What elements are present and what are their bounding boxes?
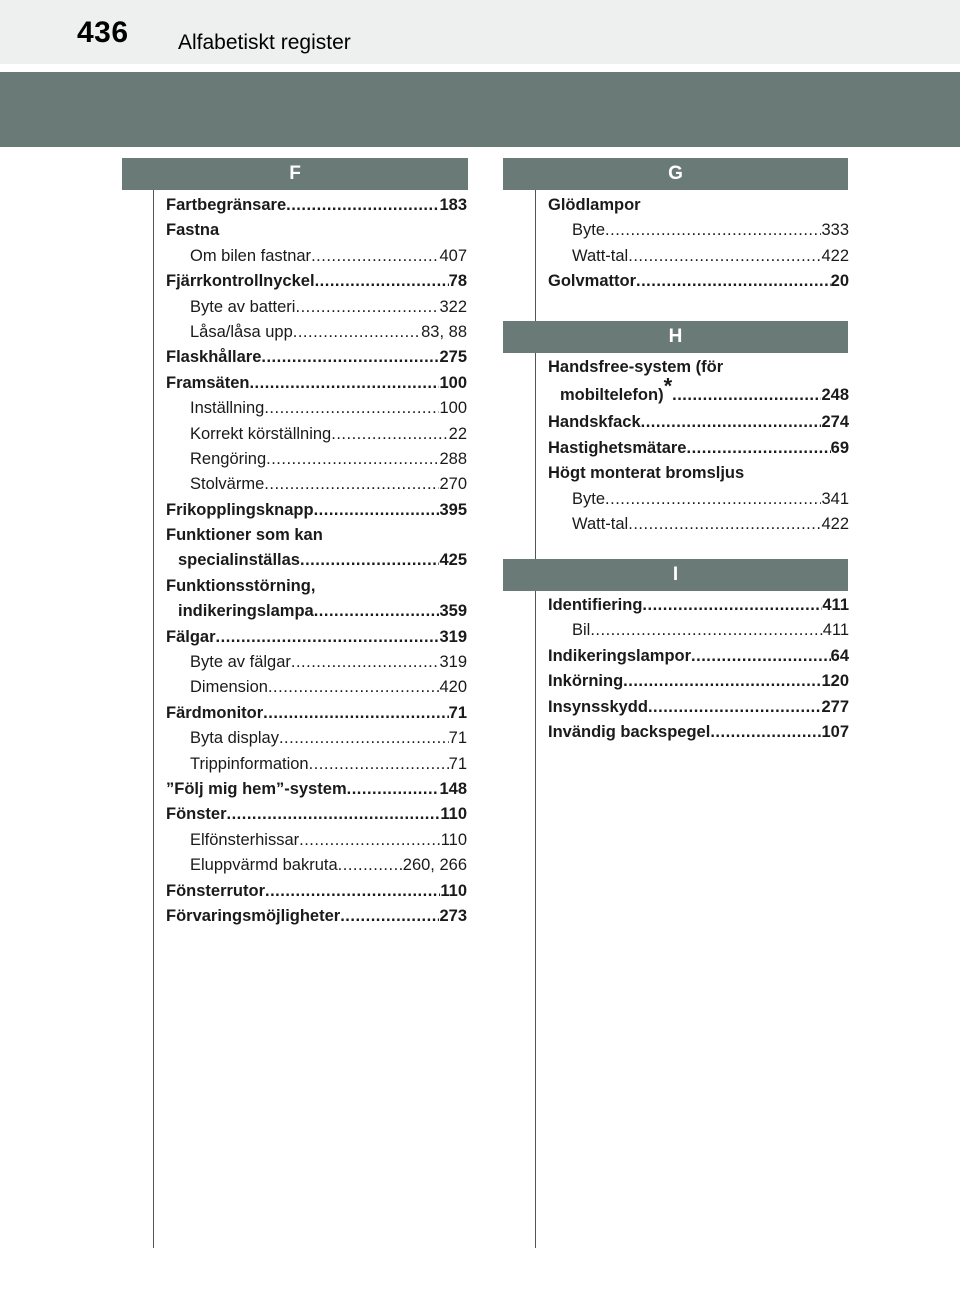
index-subentry: Dimension ..... 420 [166,675,467,700]
index-subentry: Watt-tal ..... 422 [548,244,849,269]
section-header-g: G [503,158,848,190]
index-entry: ”Följ mig hem”-system ..... 148 [166,777,467,802]
index-entry: Fartbegränsare ..... 183 [166,193,467,218]
index-subentry: Stolvärme ..... 270 [166,472,467,497]
section-header-h: H [503,321,848,353]
index-subentry: Eluppvärmd bakruta ..... 260, 266 [166,853,467,878]
index-subentry: Byte ..... 341 [548,487,849,512]
index-entry: Inkörning ..... 120 [548,669,849,694]
index-subentry: Elfönsterhissar ..... 110 [166,828,467,853]
section-header-f: F [122,158,468,190]
index-entry: Hastighetsmätare ..... 69 [548,436,849,461]
index-entry: Fönsterrutor ..... 110 [166,879,467,904]
index-entry: Golvmattor ..... 20 [548,269,849,294]
index-entry: Glödlampor [548,196,641,214]
left-column-rule [153,190,154,1248]
section-g-list [548,193,849,295]
index-subentry: Låsa/låsa upp ..... 83, 88 [166,320,467,345]
index-entry: Fjärrkontrollnyckel ..... 78 [166,269,467,294]
footnote-asterisk: * [663,373,673,399]
section-header-i: I [503,559,848,591]
index-entry: Färdmonitor ..... 71 [166,701,467,726]
index-subentry: Inställning ..... 100 [166,396,467,421]
index-entry: Indikeringslampor ..... 64 [548,644,849,669]
index-subentry: Om bilen fastnar ..... 407 [166,244,467,269]
index-entry: Funktionsstörning, [166,576,316,595]
index-entry: Handsfree-system (för [548,358,724,376]
header-divider [0,64,960,72]
page-number: 436 [77,16,129,49]
header-band [0,72,960,147]
index-entry: Handskfack ..... 274 [548,410,849,435]
index-entry: Fastna [166,221,220,240]
section-h-list [548,355,849,537]
index-entry: Insynsskydd ..... 277 [548,695,849,720]
index-entry: Identifiering ..... 411 [548,593,849,618]
section-i-list [548,593,849,745]
index-subentry: Byte av batteri ..... 322 [166,295,467,320]
page-title: Alfabetiskt register [178,31,351,54]
index-entry: Högt monterat bromsljus [548,464,745,483]
index-subentry: Byte av fälgar ..... 319 [166,650,467,675]
index-entry: Framsäten ..... 100 [166,371,467,396]
index-entry: Flaskhållare ..... 275 [166,345,467,370]
index-entry: Frikopplingsknapp ..... 395 [166,498,467,523]
index-entry: Invändig backspegel ..... 107 [548,720,849,745]
index-entry-continued: indikeringslampa ..... 359 [166,599,467,624]
index-entry: Funktioner som kan [166,526,323,545]
index-subentry: Byte ..... 333 [548,218,849,243]
index-entry-continued: mobiltelefon)* ..... 248 [548,380,849,410]
index-subentry: Trippinformation ..... 71 [166,752,467,777]
index-subentry: Rengöring ..... 288 [166,447,467,472]
section-f-list [166,193,467,929]
index-entry: Förvaringsmöjligheter ..... 273 [166,904,467,929]
header-bar [0,0,960,64]
index-entry-continued: specialinställas ..... 425 [166,548,467,573]
index-subentry: Byta display ..... 71 [166,726,467,751]
index-subentry: Korrekt körställning ..... 22 [166,422,467,447]
index-subentry: Bil ..... 411 [548,618,849,643]
index-entry: Fälgar ..... 319 [166,625,467,650]
index-subentry: Watt-tal ..... 422 [548,512,849,537]
index-entry: Fönster ..... 110 [166,802,467,827]
